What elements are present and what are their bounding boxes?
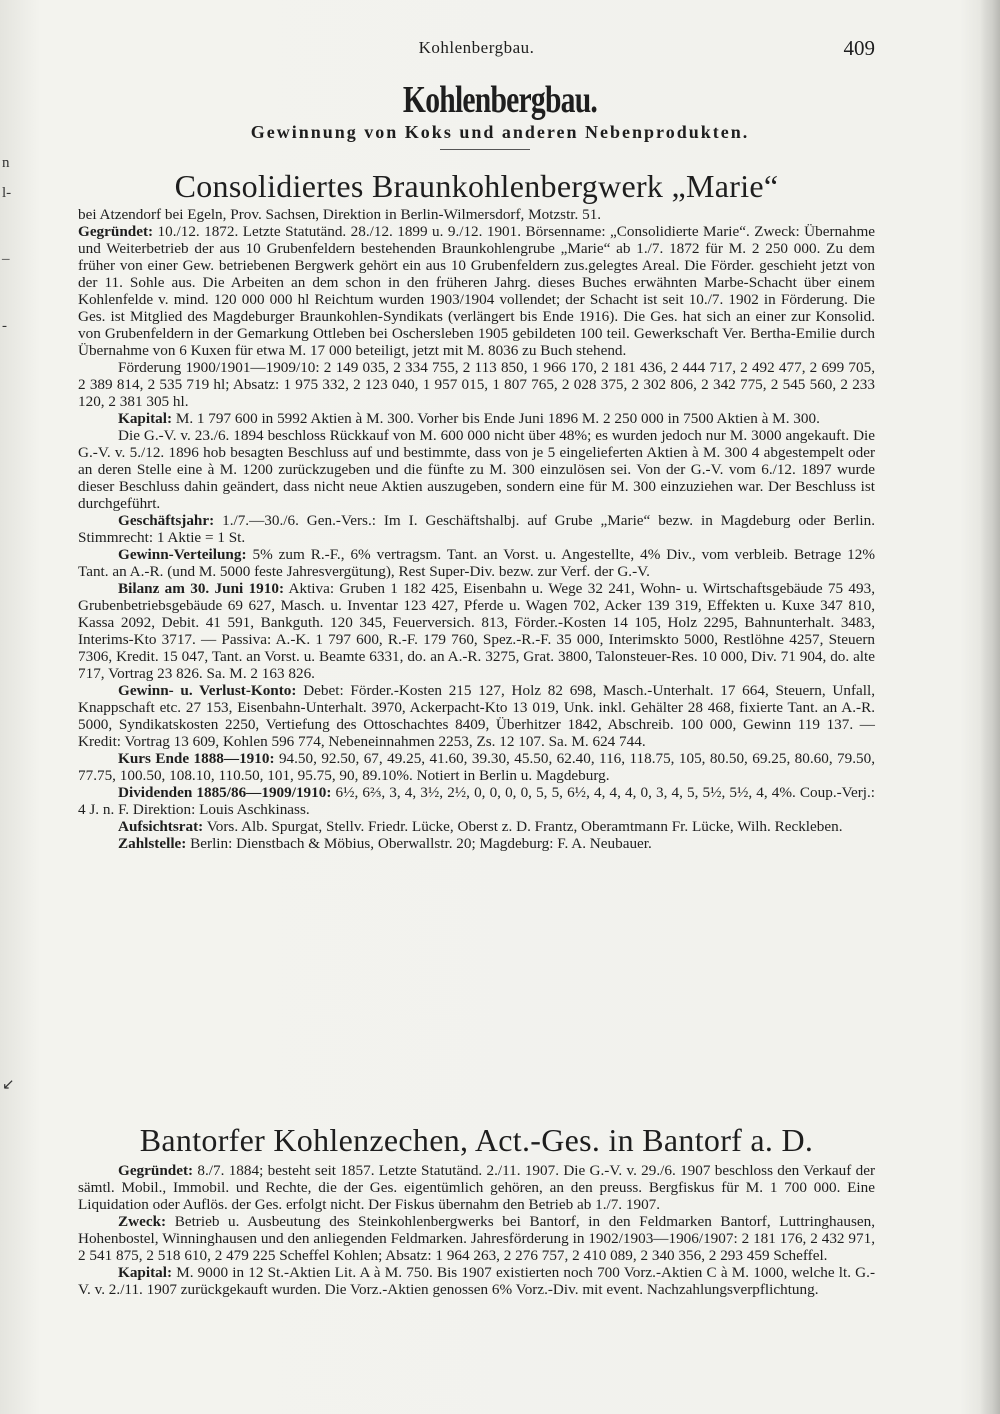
entry-paragraph	[78, 1264, 875, 1298]
margin-mark: n	[2, 155, 10, 171]
paragraph-text: 6½, 6⅔, 3, 4, 3½, 2½, 0, 0, 0, 0, 5, 5, 6½, 4, 4, 4, 0, 3, 4, 5, 5½, 5½, 4, 4%. Coup.-Verj.: 4 J. n. F. Direktion: Louis Aschkinass.	[78, 784, 875, 818]
entry-title: Consolidiertes Braunkohlenbergwerk „Marie“	[174, 168, 779, 204]
paragraph-lead: Bilanz am 30. Juni 1910:	[118, 580, 285, 597]
entry-paragraph	[78, 818, 875, 835]
paragraph-lead: Dividenden 1885/86—1909/1910:	[118, 784, 332, 801]
entry-paragraph	[78, 512, 875, 546]
page-header	[78, 38, 875, 64]
divider	[440, 149, 530, 150]
paragraph-text: M. 9000 in 12 St.-Aktien Lit. A à M. 750. Bis 1907 existierten noch 700 Vorz.-Aktien C à M. 1000, welche lt. G.-V. v. 2./11. 1907 zurückgekauft wurden. Die Vorz.-Aktien genossen 6% Vorz.-Div. mit event. Nachzahlungsverpflichtung.	[78, 1264, 876, 1298]
paragraph-lead: Zweck:	[118, 1213, 167, 1230]
entry-paragraph	[78, 546, 875, 580]
paragraph-lead: Kapital:	[118, 1264, 173, 1281]
section-subtitle: Gewinnung von Koks und anderen Nebenprodukten.	[250, 122, 750, 142]
running-head: Kohlenbergbau.	[418, 38, 535, 57]
page-number: 409	[843, 36, 875, 60]
scan-edge	[980, 0, 1000, 1414]
paragraph-text: 1./7.—30./6. Gen.-Vers.: Im I. Geschäftshalbj. auf Grube „Marie“ bezw. in Magdeburg oder Berlin. Stimmrecht: 1 Aktie = 1 St.	[78, 512, 876, 546]
paragraph-lead: Gewinn-Verteilung:	[118, 546, 247, 563]
paragraph-lead: Geschäftsjahr:	[118, 512, 215, 529]
entry-paragraph	[78, 223, 875, 359]
paragraph-text: Berlin: Dienstbach & Möbius, Oberwallstr. 20; Magdeburg: F. A. Neubauer.	[190, 835, 652, 852]
paragraph-text: 94.50, 92.50, 67, 49.25, 41.60, 39.30, 45.50, 62.40, 116, 118.75, 105, 80.50, 69.25, 80.60, 79.50, 77.75, 100.50, 108.10, 110.50, 101, 95.75, 90, 89.10%. Notiert in Berlin u. Magdeburg.	[78, 750, 876, 784]
paragraph-text: Vors. Alb. Spurgat, Stellv. Friedr. Lücke, Oberst z. D. Frantz, Oberamtmann Fr. Lücke, Wilh. Reckleben.	[206, 818, 843, 835]
entry-paragraph	[78, 835, 875, 852]
entry-paragraph	[78, 410, 875, 427]
entry-title: Bantorfer Kohlenzechen, Act.-Ges. in Bantorf a. D.	[139, 1122, 814, 1158]
paragraph-text: Betrieb u. Ausbeutung des Steinkohlenbergwerks bei Bantorf, in den Feldmarken Bantorf, Luttringhausen, Hohenbostel, Winninghausen und den anliegenden Feldmarken. Jahresförderung in 1902/1903—1906/1907: 2 181 176, 2 432 971, 2 541 875, 2 518 610, 2 479 225 Scheffel Kohlen; Absatz: 1 964 263, 2 276 757, 2 410 089, 2 340 356, 2 293 459 Scheffel.	[78, 1213, 875, 1264]
paragraph-text: Aktiva: Gruben 1 182 425, Eisenbahn u. Wege 32 241, Wohn- u. Wirtschaftsgebäude 75 493, Grubenbetriebsgebäude 69 627, Masch. u. Inventar 123 427, Pferde u. Wagen 702, Acker 139 319, Effekten u. Kuxe 347 810, Kassa 2092, Debit. 41 591, Bankguth. 120 345, Feuerversich. 813, Förder.-Kosten 14 105, Holz 2295, Bahnunterhalt. 3483, Interims-Kto 3717. — Passiva: A.-K. 1 797 600, R.-F. 179 760, Spez.-R.-F. 35 000, Interimskto 5000, Restlöhne 4257, Steuern 7306, Kredit. 15 047, Tant. an Vorst. u. Beamte 6331, do. an A.-R. 3275, Grat. 3800, Talonsteuer-Res. 10 000, Div. 71 904, do. alte 717, Vortrag 23 826. Sa. M. 2 163 826.	[78, 580, 875, 682]
margin-mark: ↙	[2, 1077, 15, 1093]
paragraph-lead: Kurs Ende 1888—1910:	[118, 750, 275, 767]
entry-body	[78, 206, 875, 852]
paragraph-text: Debet: Förder.-Kosten 215 127, Holz 82 698, Masch.-Unterhalt. 17 664, Steuern, Unfall, Knappschaft etc. 27 153, Eisenbahn-Unterhalt. 3970, Ackerpacht-Kto 13 019, Unk. inkl. Gehälter 28 468, fixierte Tant. an A.-R. 5000, Syndikatskosten 2250, Vertiefung des Ottoschachtes 8409, Überhitzer 1842, Abschreib. 100 000, Gewinn 119 137. — Kredit: Vortrag 13 609, Kohlen 596 774, Nebeneinnahmen 2253, Zs. 12 107. Sa. M. 624 744.	[78, 682, 876, 750]
paragraph-lead: Aufsichtsrat:	[118, 818, 204, 835]
paragraph-text: 8./7. 1884; besteht seit 1857. Letzte Statutänd. 2./11. 1907. Die G.-V. v. 29./6. 1907 beschloss den Verkauf der sämtl. Mobil., Immobil. und Rechte, die der Ges. eigentümlich gehören, an den preuss. Bergfiskus für M. 1 700 000. Eine Liquidation oder Auflös. der Ges. erfolgt nicht. Der Fiskus übernahm den Betrieb ab 1./7. 1907.	[78, 1162, 875, 1213]
entry-paragraph	[78, 1162, 875, 1213]
entry-paragraph	[78, 206, 875, 223]
paragraph-text: 5% zum R.-F., 6% vertragsm. Tant. an Vorst. u. Angestellte, 4% Div., vom verbleib. Betrage 12% Tant. an A.-R. (und M. 5000 feste Jahresvergütung), Rest Super-Div. bezw. zur Verf. der G.-V.	[78, 546, 876, 580]
section-title: Kohlenbergbau.	[402, 79, 598, 121]
entry-paragraph	[78, 359, 875, 410]
entry-paragraph	[78, 784, 875, 818]
paragraph-text: bei Atzendorf bei Egeln, Prov. Sachsen, Direktion in Berlin-Wilmersdorf, Motzstr. 51.	[78, 206, 602, 223]
paragraph-lead: Gewinn- u. Verlust-Konto:	[118, 682, 297, 699]
paragraph-lead: Kapital:	[118, 410, 173, 427]
margin-mark: _	[2, 246, 10, 262]
paragraph-text: M. 1 797 600 in 5992 Aktien à M. 300. Vorher bis Ende Juni 1896 M. 2 250 000 in 7500 Aktien à M. 300.	[175, 410, 820, 427]
entry-body	[78, 1162, 875, 1298]
paragraph-lead: Gegründet:	[118, 1162, 194, 1179]
paragraph-lead: Zahlstelle:	[118, 835, 187, 852]
paragraph-text: Förderung 1900/1901—1909/10: 2 149 035, 2 334 755, 2 113 850, 1 966 170, 2 181 436, 2 444 717, 2 492 477, 2 699 705, 2 389 814, 2 535 719 hl; Absatz: 1 975 332, 2 123 040, 1 957 015, 1 807 765, 2 028 375, 2 302 806, 2 342 775, 2 545 560, 2 233 120, 2 381 305 hl.	[78, 359, 875, 410]
entry-paragraph	[78, 1213, 875, 1264]
paragraph-text: Die G.-V. v. 23./6. 1894 beschloss Rückkauf von M. 600 000 nicht über 48%; es wurden jedoch nur M. 3000 angekauft. Die G.-V. v. 5./12. 1896 hob besagten Beschluss auf und bestimmte, dass von je 5 eingelieferten Aktien à M. 300 4 abgestempelt oder an deren Stelle eine à M. 1200 zurückzugeben und die fünfte zu M. 300 einzulösen sei. Von der G.-V. vom 6./12. 1897 wurde dieser Beschluss dahin geändert, dass nicht neue Aktien auszugeben, sondern eine für M. 300 einzuziehen war. Der Beschluss ist durchgeführt.	[78, 427, 875, 512]
entry-paragraph	[78, 750, 875, 784]
paragraph-lead: Gegründet:	[78, 223, 154, 240]
margin-mark: l-	[2, 185, 12, 201]
entry-paragraph	[78, 682, 875, 750]
paragraph-text: 10./12. 1872. Letzte Statutänd. 28./12. 1899 u. 9./12. 1901. Börsenname: „Consolidierte Marie“. Zweck: Übernahme und Weiterbetrieb der aus 10 Grubenfeldern bestehenden Braunkohlengrube „Marie“ ab 1./7. 1872 für M. 2 250 000. Zu dem früher von einer Gew. betriebenen Bergwerk gehört ein aus 10 Grubenfeldern zus.gelegtes Areal. Die Förder. geschieht jetzt von der 11. Sohle aus. Die Arbeiten an dem schon in den früheren Jahrg. dieses Buches erwähnten Marbe-Schacht über einem Kohlenfelde v. mind. 120 000 000 hl Reichtum wurden 1903/1904 vollendet; der Schacht ist seit 10./7. 1902 in Förderung. Die Ges. ist Mitglied des Magdeburger Braunkohlen-Syndikats (verlängert bis Ende 1916). Die Ges. hat sich an einer zur Konsolid. von Grubenfeldern in der Gemarkung Ottleben bei Oschersleben 1905 gebildeten 100 teil. Gewerkschaft Ver. Bertha-Emilie durch Übernahme von 6 Kuxen für etwa M. 17 000 beteiligt, jetzt mit M. 8036 zu Buch stehend.	[78, 223, 876, 359]
entry-paragraph	[78, 580, 875, 682]
entry-paragraph	[78, 427, 875, 512]
margin-mark: -	[2, 318, 7, 334]
